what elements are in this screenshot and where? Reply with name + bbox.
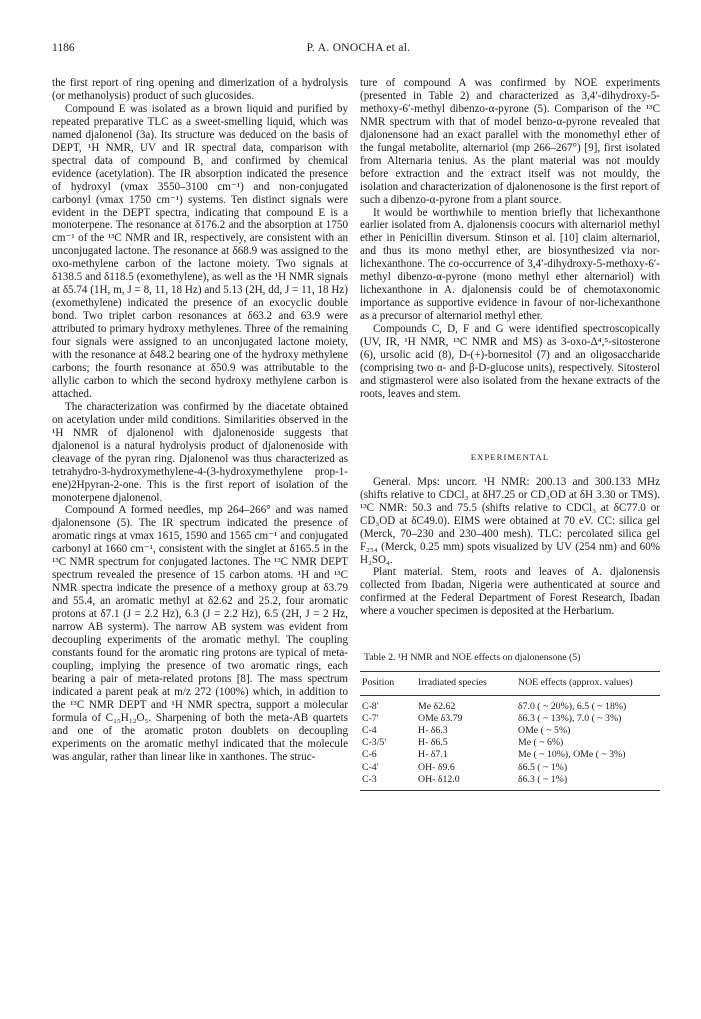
table-cell: δ6.3 ( ~ 1%) bbox=[516, 774, 660, 791]
page-number: 1186 bbox=[52, 42, 75, 54]
paragraph: It would be worthwhile to mention briefly that lichexanthone earlier isolated from A. djalonensis coocurs with alternariol methyl ether in Penicillin diversum. Stinson et al. [10] claim alternariol, and thus its mono methyl ether, are biosynthesized via nor-lichexanthone. The co-occurrence of 3,4′-dihydroxy-5-methoxy-6′-methyl dibenzo-α-pyrone (mono methyl ether alternariol) with lichexanthone in A. djalonensis could be of chemotaxonomic importance as supportive evidence in favour of nor-lichexanthone as a precursor of alternariol methyl ether. bbox=[360, 206, 660, 323]
paragraph: Plant material. Stem, roots and leaves of A. djalonensis collected from Ibadan, Nigeria were authenticated at source and confirmed at the Federal Department of Forest Research, Ibadan where a voucher specimen is deposited at the Herbarium. bbox=[360, 566, 660, 618]
paragraph: the first report of ring opening and dimerization of a hydrolysis (or methanolysis) product of such glucosides. bbox=[52, 77, 348, 102]
table-row bbox=[360, 774, 660, 791]
table-header-row bbox=[360, 672, 660, 695]
paragraph: Compound A formed needles, mp 264–266° and was named djalonensone (5). The IR spectrum indicated the presence of aromatic rings at νmax 1615, 1590 and 1565 cm⁻¹ and conjugated carbonyl at 1660 cm⁻¹, consistent with the singlet at δ165.5 in the ¹³C NMR spectrum for conjugated lactones. The ¹³C NMR DEPT spectrum revealed the presence of 15 carbon atoms. ¹H and ¹³C NMR spectra indicate the presence of a methoxy group at δ3.79 and 55.4, an aromatic methyl at δ2.62 and 25.2, four aromatic protons at δ7.1 (J = 2.2 Hz), 6.3 (J = 2.2 Hz), 6.5 (2H, J = 2 Hz, narrow AB systerm). The narrow AB system was evident from decoupling experiments of the aromatic methyl. The coupling constants found for the aromatic ring protons are typical of meta-coupling, implying the presence of two aromatic rings, each bearing a pair of meta-related protons [8]. The mass spectrum indicated a parent peak at m/z 272 (100%) which, in addition to the ¹³C NMR DEPT and ¹H NMR spectra, support a molecular formula of C₁₅H₁₂O₅. Sharpening of both the meta-AB quartets and one of the aromatic proton doublets on decoupling experiments on the aromatic methyl indicated that the molecule was angular, rather than linear like in xanthones. The struc- bbox=[52, 504, 348, 763]
table-row bbox=[360, 737, 660, 749]
table-cell: C-4′ bbox=[362, 761, 379, 773]
right-column bbox=[360, 77, 660, 791]
paragraph: General. Mps: uncorr. ¹H NMR: 200.13 and 300.133 MHz (shifts relative to CDCl₃ at δH7.25 or CD₃OD at δH 3.30 or TMS). ¹³C NMR: 50.3 and 75.5 (shifts relative to CDCl₃ at δC77.0 or CD₃OD at δC49.0). EIMS were obtained at 70 eV. CC: silica gel (Merck, 70–230 and 230–400 mesh). TLC: percolated silica gel F₂₅₄ (Merck, 0.25 mm) spots visualized by UV (254 nm) and 60% H₂SO₄. bbox=[360, 475, 660, 566]
table-cell: Me δ2.62 bbox=[418, 700, 456, 712]
paragraph: ture of compound A was confirmed by NOE experiments (presented in Table 2) and characterized as 3,4′-dihydroxy-5-methoxy-6′-methyl dibenzo-α-pyrone (5). Comparison of the ¹³C NMR spectrum with that of model benzo-α-pyrone revealed that djalonensone had an exact parallel with the monomethyl ether of the fungal metabolite, alternariol (mp 266–267°) [9], first isolated from Alternaria tenius. As the plant material was not mouldy before extraction and the extract itself was not mouldy, the isolation and characterization of djalonenosone is the first report of such a dibenzo-α-pyrone from a plant source. bbox=[360, 77, 660, 206]
table-row bbox=[360, 762, 660, 774]
table-cell: H- δ6.3 bbox=[418, 725, 448, 737]
table-caption: Table 2. ¹H NMR and NOE effects on djalonensone (5) bbox=[364, 652, 581, 664]
running-author: P. A. ONOCHA et al. bbox=[306, 42, 411, 54]
left-column bbox=[52, 77, 348, 764]
table-cell: C-3 bbox=[360, 774, 416, 791]
table-row bbox=[360, 749, 660, 761]
running-head bbox=[52, 42, 665, 58]
table-cell: C-8′ bbox=[362, 700, 379, 712]
table-row bbox=[360, 695, 660, 713]
paragraph: Compounds C, D, F and G were identified spectroscopically (UV, IR, ¹H NMR, ¹³C NMR and MS) as 3-oxo-Δ⁴,⁵-sitosterone (6), ursolic acid (8), D-(+)-bornesitol (7) and an oligosaccharide (comprising two α- and β-D-glucose units), respectively. Sitosterol and stigmasterol were also isolated from the hexane extracts of the roots, leaves and stem. bbox=[360, 323, 660, 400]
table-cell: H- δ7.1 bbox=[418, 749, 448, 761]
column-header: NOE effects (approx. values) bbox=[516, 672, 660, 695]
table-cell: OMe ( ~ 5%) bbox=[518, 725, 571, 737]
table-cell: OMe δ3.79 bbox=[418, 712, 463, 724]
table-cell: Me ( ~ 10%), OMe ( ~ 3%) bbox=[518, 749, 626, 761]
table-cell: C-6 bbox=[362, 749, 377, 761]
table-row bbox=[360, 725, 660, 737]
table-cell: δ6.5 ( ~ 1%) bbox=[518, 761, 568, 773]
section-heading: EXPERIMENTAL bbox=[470, 451, 550, 462]
table-cell: OH- δ9.6 bbox=[418, 761, 455, 773]
table-cell: C-4 bbox=[362, 725, 377, 737]
table-cell: H- δ6.5 bbox=[418, 737, 448, 749]
table-row bbox=[360, 713, 660, 725]
column-header: Position bbox=[360, 672, 416, 695]
table-cell: C-3/5′ bbox=[362, 737, 387, 749]
table-cell: δ7.0 ( ~ 20%), 6.5 ( ~ 18%) bbox=[518, 700, 627, 712]
nmr-table-block bbox=[360, 652, 660, 791]
table-cell: Me ( ~ 6%) bbox=[518, 737, 564, 749]
table-cell: δ6.3 ( ~ 13%), 7.0 ( ~ 3%) bbox=[518, 712, 622, 724]
paragraph: The characterization was confirmed by the diacetate obtained on acetylation under mild conditions. Similarities observed in the ¹H NMR of djalonenol with djalonenoside suggests that djalonenol is a natural hydrolysis product of djalonenoside with cleavage of the pyran ring. Djalonenol was thus characterized as tetrahydro-3-hydroxymethylene-4-(3-hydroxymethylene prop-1-ene)2Hpyran-2-one. This is the first report of isolation of the monoterpene djalonenol. bbox=[52, 400, 348, 504]
nmr-table bbox=[360, 671, 660, 791]
column-header: Irradiated species bbox=[416, 672, 516, 695]
table-cell: C-7′ bbox=[362, 712, 379, 724]
paragraph: Compound E was isolated as a brown liquid and purified by repeated preparative TLC as a sweet-smelling liquid, which was named djalonenol (3a). Its structure was deduced on the basis of DEPT, ¹H NMR, UV and IR spectral data, comparison with spectral data of compound B, and confirmed by chemical evidence (acetylation). The IR absorption indicated the presence of hydroxyl (νmax 3550–3100 cm⁻¹) and non-conjugated carbonyl (νmax 1750 cm⁻¹) systems. Ten distinct signals were evident in the DEPT spectra, indicating that compound E is a monoterpene. The resonance at δ176.2 and the absorption at 1750 cm⁻¹ of the ¹³C NMR and IR, respectively, are consistent with an unconjugated lactone. The resonance at δ68.9 was assigned to the oxo-methylene carbon of the lactone moiety. Two signals at δ138.5 and δ118.5 (exomethylene), as well as the ¹H NMR signals at δ5.74 (1H, m, J = 8, 11, 18 Hz) and 5.13 (2H, dd, J = 11, 18 Hz) (exomethylene) indicated the presence of an exocyclic double bond. Two triplet carbon resonances at δ63.2 and 63.9 were attributed to primary hydroxy methylenes. Three of the remaining four signals were assigned to an unconjugated lactone moiety, with the resonance at δ48.2 bearing one of the hydroxy methylene carbons; the fourth resonance at δ50.9 was attributable to the allylic carbon to which the second hydroxy methylene carbon is attached. bbox=[52, 102, 348, 400]
table-cell: OH- δ12.0 bbox=[416, 774, 516, 791]
